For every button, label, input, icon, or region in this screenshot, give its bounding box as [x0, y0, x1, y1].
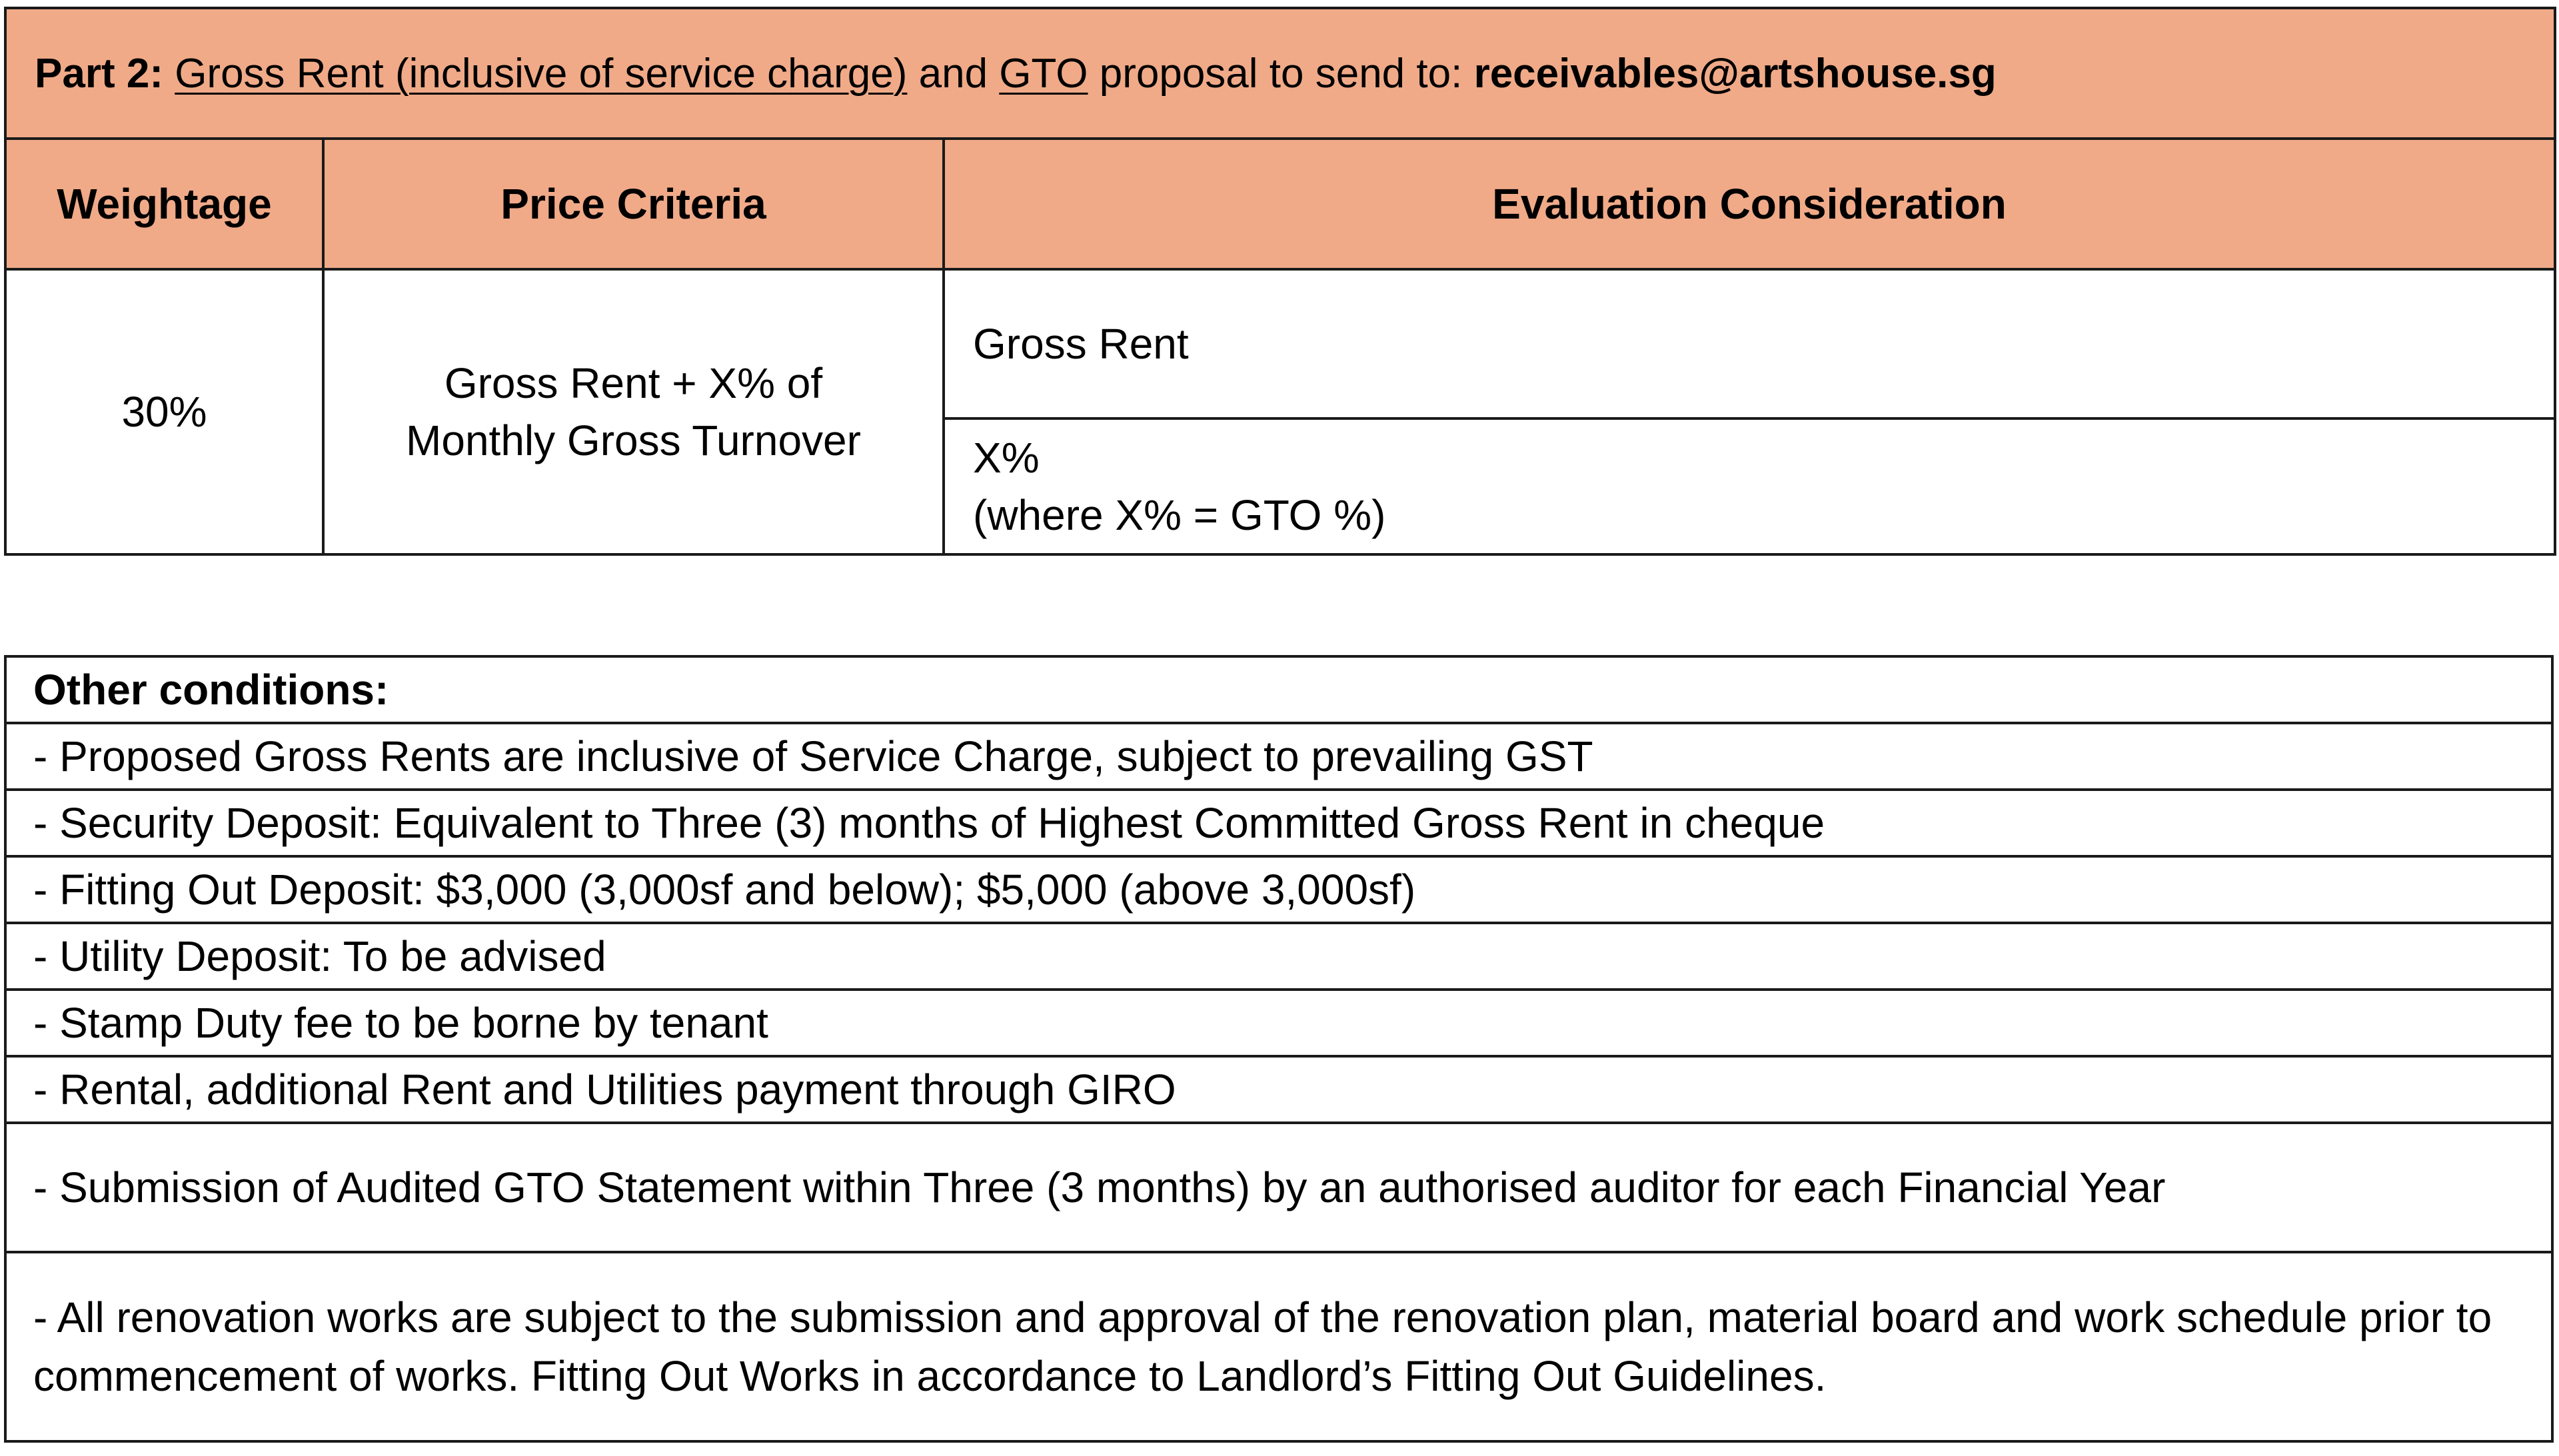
condition-item: - Security Deposit: Equivalent to Three (3) months of Highest Committed Gross Rent in cheque — [5, 790, 2552, 856]
proposal-text: proposal to send to: — [1099, 50, 1463, 97]
condition-item: - Rental, additional Rent and Utilities payment through GIRO — [5, 1056, 2552, 1123]
condition-item: - Utility Deposit: To be advised — [5, 923, 2552, 990]
condition-item: - Stamp Duty fee to be borne by tenant — [5, 990, 2552, 1056]
part2-title-cell — [5, 8, 2555, 139]
condition-item: - All renovation works are subject to the submission and approval of the renovation plan, material board and work schedule prior to commencement of works. Fitting Out Works in accordance to Landlord’s Fitting Out Guidelines. — [5, 1252, 2552, 1441]
evaluation-gross-rent: Gross Rent — [944, 269, 2555, 418]
other-conditions-table — [4, 655, 2554, 1443]
price-criteria-value — [323, 269, 944, 554]
and-text: and — [918, 50, 988, 97]
receivables-email: receivables@artshouse.sg — [1473, 50, 1997, 97]
condition-item: - Submission of Audited GTO Statement within Three (3 months) by an authorised auditor for each Financial Year — [5, 1123, 2552, 1252]
evaluation-gto-line-1: X% — [973, 434, 1040, 482]
price-criteria-line-2: Monthly Gross Turnover — [406, 416, 861, 464]
price-criteria-header: Price Criteria — [323, 139, 944, 269]
weightage-header: Weightage — [5, 139, 323, 269]
gross-rent-term: Gross Rent (inclusive of service charge) — [175, 50, 908, 97]
evaluation-gto-percent — [944, 418, 2555, 554]
condition-item: - Proposed Gross Rents are inclusive of Service Charge, subject to prevailing GST — [5, 723, 2552, 790]
other-conditions-heading: Other conditions: — [5, 656, 2552, 723]
evaluation-consideration-header: Evaluation Consideration — [944, 139, 2555, 269]
part2-label: Part 2: — [35, 50, 163, 97]
gto-term: GTO — [999, 50, 1088, 97]
evaluation-gto-line-2: (where X% = GTO %) — [973, 491, 1386, 539]
condition-item: - Fitting Out Deposit: $3,000 (3,000sf and below); $5,000 (above 3,000sf) — [5, 856, 2552, 923]
part2-table — [4, 7, 2556, 556]
weightage-value: 30% — [5, 269, 323, 554]
price-criteria-line-1: Gross Rent + X% of — [444, 359, 823, 407]
